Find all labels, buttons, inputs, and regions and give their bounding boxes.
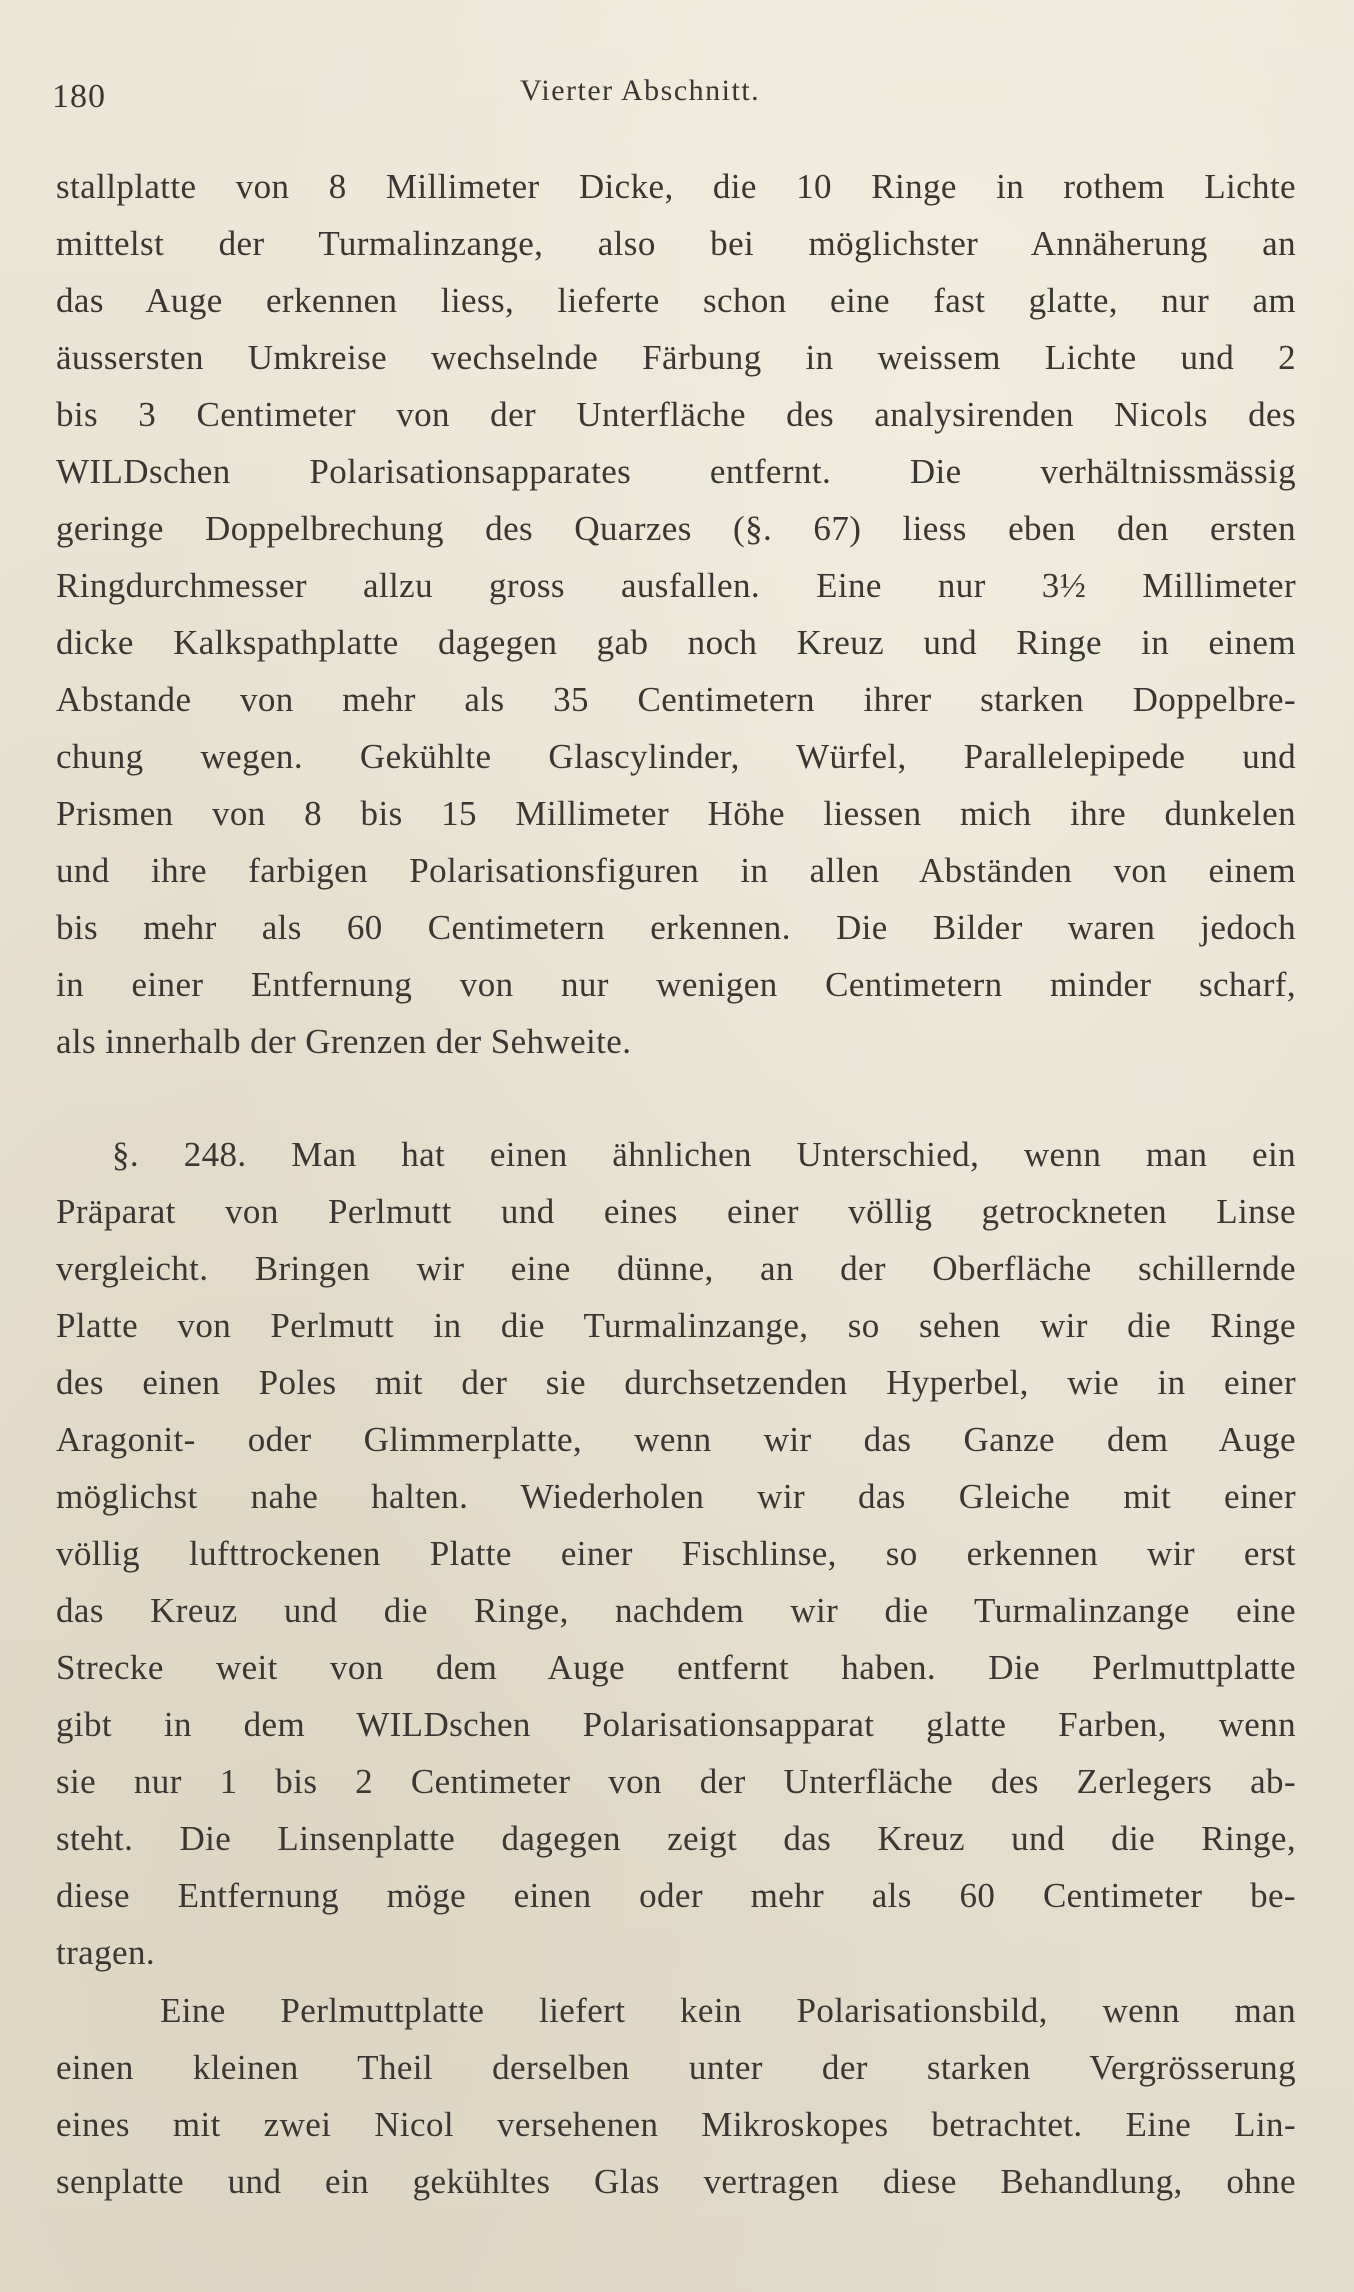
- text-line: diese Entfernung möge einen oder mehr als 60 Centimeter be-: [56, 1876, 1296, 1915]
- text-line: tragen.: [56, 1933, 155, 1972]
- text-line: eines mit zwei Nicol versehenen Mikroskopes betrachtet. Eine Lin-: [56, 2105, 1296, 2144]
- text-line: WILDschen Polarisationsapparates entfernt. Die verhältnissmässig: [56, 452, 1296, 491]
- text-line: stallplatte von 8 Millimeter Dicke, die 10 Ringe in rothem Lichte: [56, 167, 1296, 206]
- text-line: gibt in dem WILDschen Polarisationsapparat glatte Farben, wenn: [56, 1705, 1296, 1744]
- text-line: dicke Kalkspathplatte dagegen gab noch Kreuz und Ringe in einem: [56, 623, 1296, 662]
- text-line: Strecke weit von dem Auge entfernt haben. Die Perlmuttplatte: [56, 1648, 1296, 1687]
- text-line: und ihre farbigen Polarisationsfiguren in allen Abständen von einem: [56, 851, 1296, 890]
- text-line: vergleicht. Bringen wir eine dünne, an der Oberfläche schillernde: [56, 1249, 1296, 1288]
- running-head: Vierter Abschnitt.: [520, 74, 761, 107]
- text-line: senplatte und ein gekühltes Glas vertragen diese Behandlung, ohne: [56, 2162, 1296, 2201]
- text-line: steht. Die Linsenplatte dagegen zeigt das Kreuz und die Ringe,: [56, 1819, 1296, 1858]
- text-line: einen kleinen Theil derselben unter der starken Vergrösserung: [56, 2048, 1296, 2087]
- page-number: 180: [52, 78, 106, 115]
- text-line: äussersten Umkreise wechselnde Färbung in weissem Lichte und 2: [56, 338, 1296, 377]
- text-line: Präparat von Perlmutt und eines einer völlig getrockneten Linse: [56, 1192, 1296, 1231]
- text-line: sie nur 1 bis 2 Centimeter von der Unterfläche des Zerlegers ab-: [56, 1762, 1296, 1801]
- text-line: chung wegen. Gekühlte Glascylinder, Würfel, Parallelepipede und: [56, 737, 1296, 776]
- text-line: als innerhalb der Grenzen der Sehweite.: [56, 1022, 632, 1061]
- paragraph-section-248: [56, 1126, 1296, 1981]
- text-line: völlig lufttrockenen Platte einer Fischlinse, so erkennen wir erst: [56, 1534, 1296, 1573]
- text-line: das Kreuz und die Ringe, nachdem wir die Turmalinzange eine: [56, 1591, 1296, 1630]
- text-line: Prismen von 8 bis 15 Millimeter Höhe liessen mich ihre dunkelen: [56, 794, 1296, 833]
- text-line: das Auge erkennen liess, lieferte schon eine fast glatte, nur am: [56, 281, 1296, 320]
- text-line: möglichst nahe halten. Wiederholen wir das Gleiche mit einer: [56, 1477, 1296, 1516]
- text-line: bis mehr als 60 Centimetern erkennen. Die Bilder waren jedoch: [56, 908, 1296, 947]
- text-line: geringe Doppelbrechung des Quarzes (§. 67) liess eben den ersten: [56, 509, 1296, 548]
- text-line: Abstande von mehr als 35 Centimetern ihrer starken Doppelbre-: [56, 680, 1296, 719]
- paragraph-continued: [56, 158, 1296, 1070]
- text-line: Eine Perlmuttplatte liefert kein Polarisationsbild, wenn man: [160, 1991, 1296, 2030]
- text-line: mittelst der Turmalinzange, also bei möglichster Annäherung an: [56, 224, 1296, 263]
- text-line: in einer Entfernung von nur wenigen Centimetern minder scharf,: [56, 965, 1296, 1004]
- text-line: bis 3 Centimeter von der Unterfläche des analysirenden Nicols des: [56, 395, 1296, 434]
- text-line: Aragonit- oder Glimmerplatte, wenn wir das Ganze dem Auge: [56, 1420, 1296, 1459]
- paragraph-perlmutt: [56, 1982, 1296, 2210]
- text-line: Platte von Perlmutt in die Turmalinzange, so sehen wir die Ringe: [56, 1306, 1296, 1345]
- text-line: des einen Poles mit der sie durchsetzenden Hyperbel, wie in einer: [56, 1363, 1296, 1402]
- text-line: §. 248. Man hat einen ähnlichen Unterschied, wenn man ein: [112, 1135, 1296, 1174]
- text-line: Ringdurchmesser allzu gross ausfallen. Eine nur 3½ Millimeter: [56, 566, 1296, 605]
- page-header: [52, 70, 1292, 120]
